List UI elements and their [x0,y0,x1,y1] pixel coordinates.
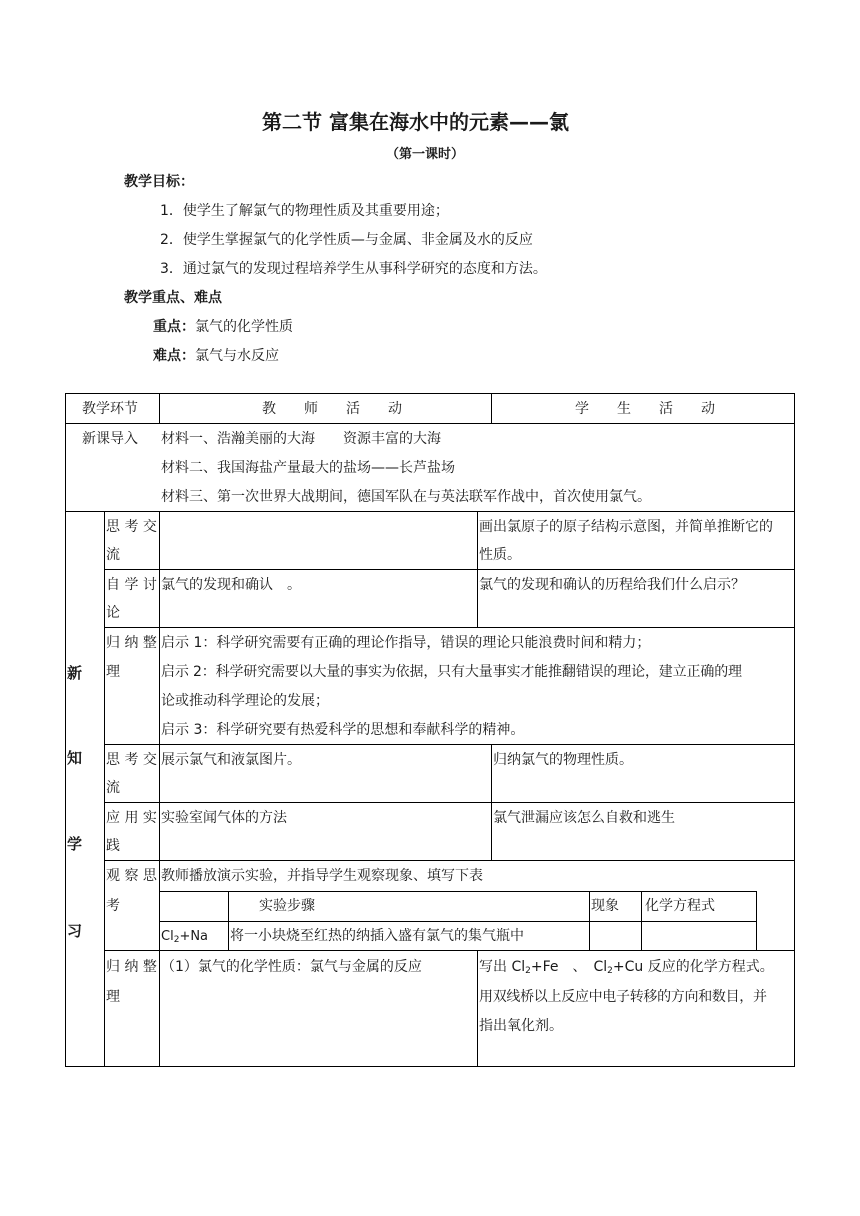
difficulty-text: 氯气与水反应 [195,348,279,364]
student-text-part: 写出 Cl [479,959,526,975]
stage-label: 思 考 交 [106,519,157,535]
reaction-label [161,922,208,951]
table-border [477,511,478,628]
header-stage: 教学环节 [82,401,138,417]
difficulty-label: 难点： [153,348,195,364]
demo-instruction: 教师播放演示实验，并指导学生观察现象、填写下表 [161,868,483,884]
table-border [104,511,105,1067]
student-text-part: +Fe 、 Cl [530,959,608,975]
stage-label: 归 纳 整 [106,635,157,651]
insight-line: 论或推动科学理论的发展； [161,693,329,709]
table-border [104,627,795,628]
inner-table-border [641,891,642,950]
inner-table-border [589,891,590,950]
stage-label: 归 纳 整 [106,959,157,975]
teacher-activity: 氯气的发现和确认 。 [161,577,301,593]
stage-label: 应 用 实 [106,810,157,826]
stage-label: 践 [106,838,120,854]
intro-line: 材料二、我国海盐产量最大的盐场——长芦盐场 [161,460,455,476]
teacher-activity: 展示氯气和液氯图片。 [161,752,301,768]
student-activity [479,953,774,982]
table-border [65,393,66,1067]
intro-line: 材料一、浩瀚美丽的大海 资源丰富的大海 [161,431,441,447]
stage-label: 流 [106,780,120,796]
header-teacher: 教 师 活 动 [262,401,402,417]
inner-header-equation: 化学方程式 [645,898,715,914]
stage-label: 流 [106,547,120,563]
table-border [65,393,795,394]
table-border [104,802,795,803]
focus-text: 氯气的化学性质 [195,319,293,335]
teacher-activity: 实验室闻气体的方法 [161,810,287,826]
side-label-char: 学 [67,835,83,853]
student-activity: 氯气的发现和确认的历程给我们什么启示？ [479,577,745,593]
objectives-heading: 教学目标： [124,174,194,190]
student-activity: 指出氧化剂。 [479,1018,563,1034]
student-activity: 性质。 [479,547,521,563]
header-student: 学 生 活 动 [575,401,715,417]
objective-item: 3．通过氯气的发现过程培养学生从事科学研究的态度和方法。 [160,261,547,277]
stage-label: 理 [106,989,120,1005]
student-activity: 归纳氯气的物理性质。 [493,752,633,768]
student-sub: 2 [525,966,531,976]
stage-label: 论 [106,605,120,621]
insight-line: 启示 1：科学研究需要有正确的理论作指导，错误的理论只能浪费时间和精力； [161,635,651,651]
side-label-char: 习 [67,922,83,940]
table-border [159,511,160,1067]
objective-item: 2．使学生掌握氯气的化学性质—与金属、非金属及水的反应 [160,232,533,248]
inner-table-border [756,891,757,950]
stage-label: 考 [106,898,120,914]
stage-label: 思 考 交 [106,752,157,768]
student-activity: 画出氯原子的原子结构示意图，并简单推断它的 [479,519,773,535]
stage-label: 理 [106,664,120,680]
side-label-char: 新 [67,664,83,682]
insight-line: 启示 2：科学研究需要以大量的事实为依据，只有大量事实才能推翻错误的理论，建立正确的理 [161,664,742,680]
difficulty-line [153,345,279,365]
intro-line: 材料三、第一次世界大战期间，德国军队在与英法联军作战中，首次使用氯气。 [161,489,651,505]
focus-line [153,316,293,336]
inner-table-border [228,891,229,950]
intro-stage: 新课导入 [82,431,138,447]
reaction-sub: 2 [173,935,180,945]
stage-label: 自 学 讨 [106,577,157,593]
student-sub: 2 [607,966,613,976]
experiment-step: 将一小块烧至红热的纳插入盛有氯气的集气瓶中 [230,928,524,944]
student-activity: 用双线桥以上反应中电子转移的方向和数目，并 [479,989,767,1005]
stage-label: 观 察 思 [106,868,157,884]
student-activity: 氯气泄漏应该怎么自救和逃生 [493,810,675,826]
table-border [794,393,795,1067]
focus-label: 重点： [153,319,195,335]
table-border [491,393,492,424]
table-border [104,569,795,570]
page-subtitle: （第一课时） [386,147,465,162]
side-label-char: 知 [67,749,83,767]
inner-header-step: 实验步骤 [259,898,315,914]
table-border [477,950,478,1067]
inner-header-phenomenon: 现象 [591,898,619,914]
reaction-prefix: Cl [161,929,174,944]
table-border [491,744,492,861]
objective-item: 1．使学生了解氯气的物理性质及其重要用途； [160,203,449,219]
page-title: 第二节 富集在海水中的元素——氯 [262,110,569,134]
insight-line: 启示 3：科学研究要有热爱科学的思想和奉献科学的精神。 [161,722,525,738]
reaction-suffix: +Na [179,929,209,944]
table-border [65,1066,795,1067]
key-points-heading: 教学重点、难点 [124,290,222,306]
teacher-activity: （1）氯气的化学性质：氯气与金属的反应 [161,959,422,975]
table-border [104,860,795,861]
student-text-part: +Cu 反应的化学方程式。 [612,959,774,975]
table-border [159,393,160,424]
